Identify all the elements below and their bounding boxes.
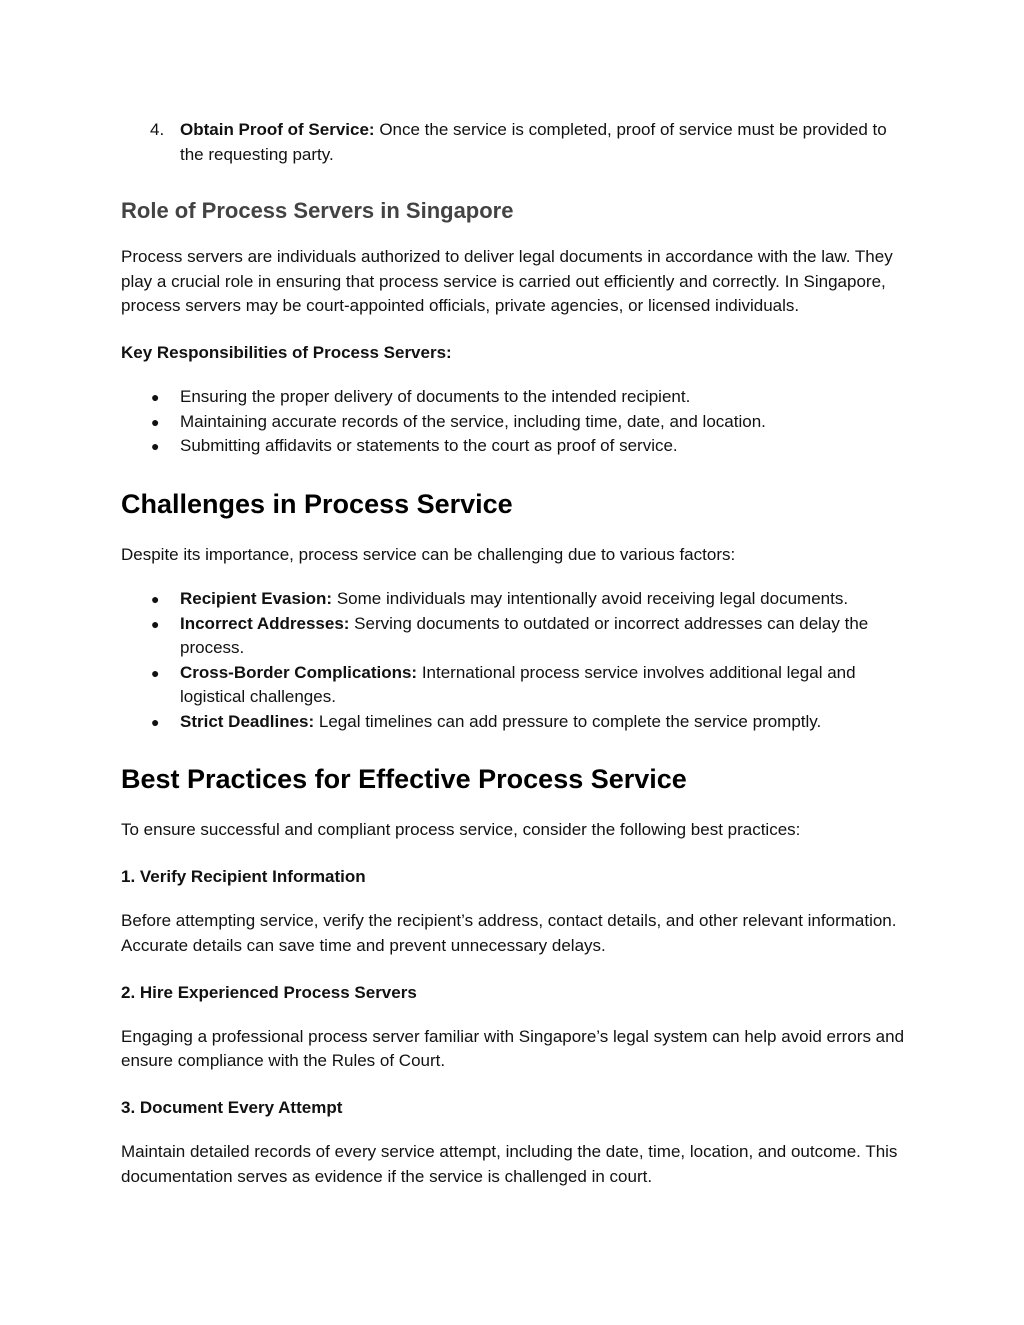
bullet-body: [180, 587, 911, 612]
bullet-icon: ●: [151, 413, 160, 430]
document-page: [121, 118, 911, 1189]
bullet-icon: ●: [151, 664, 160, 681]
practice-text: Before attempting service, verify the recipient’s address, contact details, and other relevant information. Accurate details can save time and prevent unnecessary delays.: [121, 911, 897, 955]
bullet-icon: ●: [151, 389, 160, 406]
bullet-text: Serving documents to outdated or incorrect addresses can delay the process.: [180, 613, 869, 658]
bullet-text: Submitting affidavits or statements to the court as proof of service.: [180, 436, 678, 456]
bullet-body: [180, 710, 911, 735]
practice-text: Maintain detailed records of every service attempt, including the date, time, location, and outcome. This documentation serves as evidence if the service is challenged in court.: [121, 1142, 898, 1186]
bullet-icon: ●: [151, 615, 160, 632]
list-item-body: [180, 118, 911, 167]
bullet-body: [180, 612, 911, 661]
bullet-icon: ●: [151, 713, 160, 730]
list-item-text: Once the service is completed, proof of service must be provided to the requesting party.: [180, 120, 887, 164]
bullet-text: International process service involves additional legal and logistical challenges.: [180, 662, 856, 707]
section-heading-best-practices: Best Practices for Effective Process Service: [121, 764, 687, 795]
bullet-item: [121, 612, 911, 661]
subheading-responsibilities: Key Responsibilities of Process Servers:: [121, 343, 452, 363]
bullet-bold: Incorrect Addresses:: [180, 613, 350, 633]
bullet-body: [180, 661, 911, 710]
section-heading-role: Role of Process Servers in Singapore: [121, 198, 514, 223]
bullet-icon: ●: [151, 438, 160, 455]
bullet-text: Maintaining accurate records of the service, including time, date, and location.: [180, 411, 766, 431]
paragraph-role: Process servers are individuals authorized to deliver legal documents in accordance with the law. They play a crucial role in ensuring that process service is carried out efficiently and correctly. In Singapore, process servers may be court-appointed officials, private agencies, or licensed individuals.: [121, 247, 893, 315]
bullet-bold: Strict Deadlines:: [180, 711, 315, 731]
paragraph-best-practices-intro: To ensure successful and compliant process service, consider the following best practices:: [121, 820, 801, 840]
practice-text: Engaging a professional process server familiar with Singapore’s legal system can help avoid errors and ensure compliance with the Rules of Court.: [121, 1026, 905, 1071]
list-item-bold: Obtain Proof of Service:: [180, 120, 375, 139]
paragraph-challenges-intro: Despite its importance, process service can be challenging due to various factors:: [121, 544, 736, 564]
bullet-item: [121, 410, 911, 435]
bullet-item: [121, 710, 911, 735]
bullet-icon: ●: [151, 591, 160, 608]
practice-title: 3. Document Every Attempt: [121, 1098, 343, 1118]
bullet-bold: Recipient Evasion:: [180, 589, 333, 609]
section-heading-challenges: Challenges in Process Service: [121, 488, 513, 519]
bullet-text: Some individuals may intentionally avoid receiving legal documents.: [332, 589, 849, 609]
practice-title: 1. Verify Recipient Information: [121, 867, 366, 887]
practice-title: 2. Hire Experienced Process Servers: [121, 982, 417, 1002]
bullet-bold: Cross-Border Complications:: [180, 662, 418, 682]
bullet-item: [121, 587, 911, 612]
bullet-item: [121, 661, 911, 710]
numbered-list-item: [121, 118, 911, 167]
list-number: 4.: [150, 120, 165, 139]
bullet-item: [121, 434, 911, 459]
bullet-text: Ensuring the proper delivery of documents to the intended recipient.: [180, 387, 691, 407]
challenges-list: [121, 587, 911, 734]
responsibilities-list: [121, 385, 911, 459]
bullet-item: [121, 385, 911, 410]
bullet-text: Legal timelines can add pressure to complete the service promptly.: [314, 711, 822, 731]
